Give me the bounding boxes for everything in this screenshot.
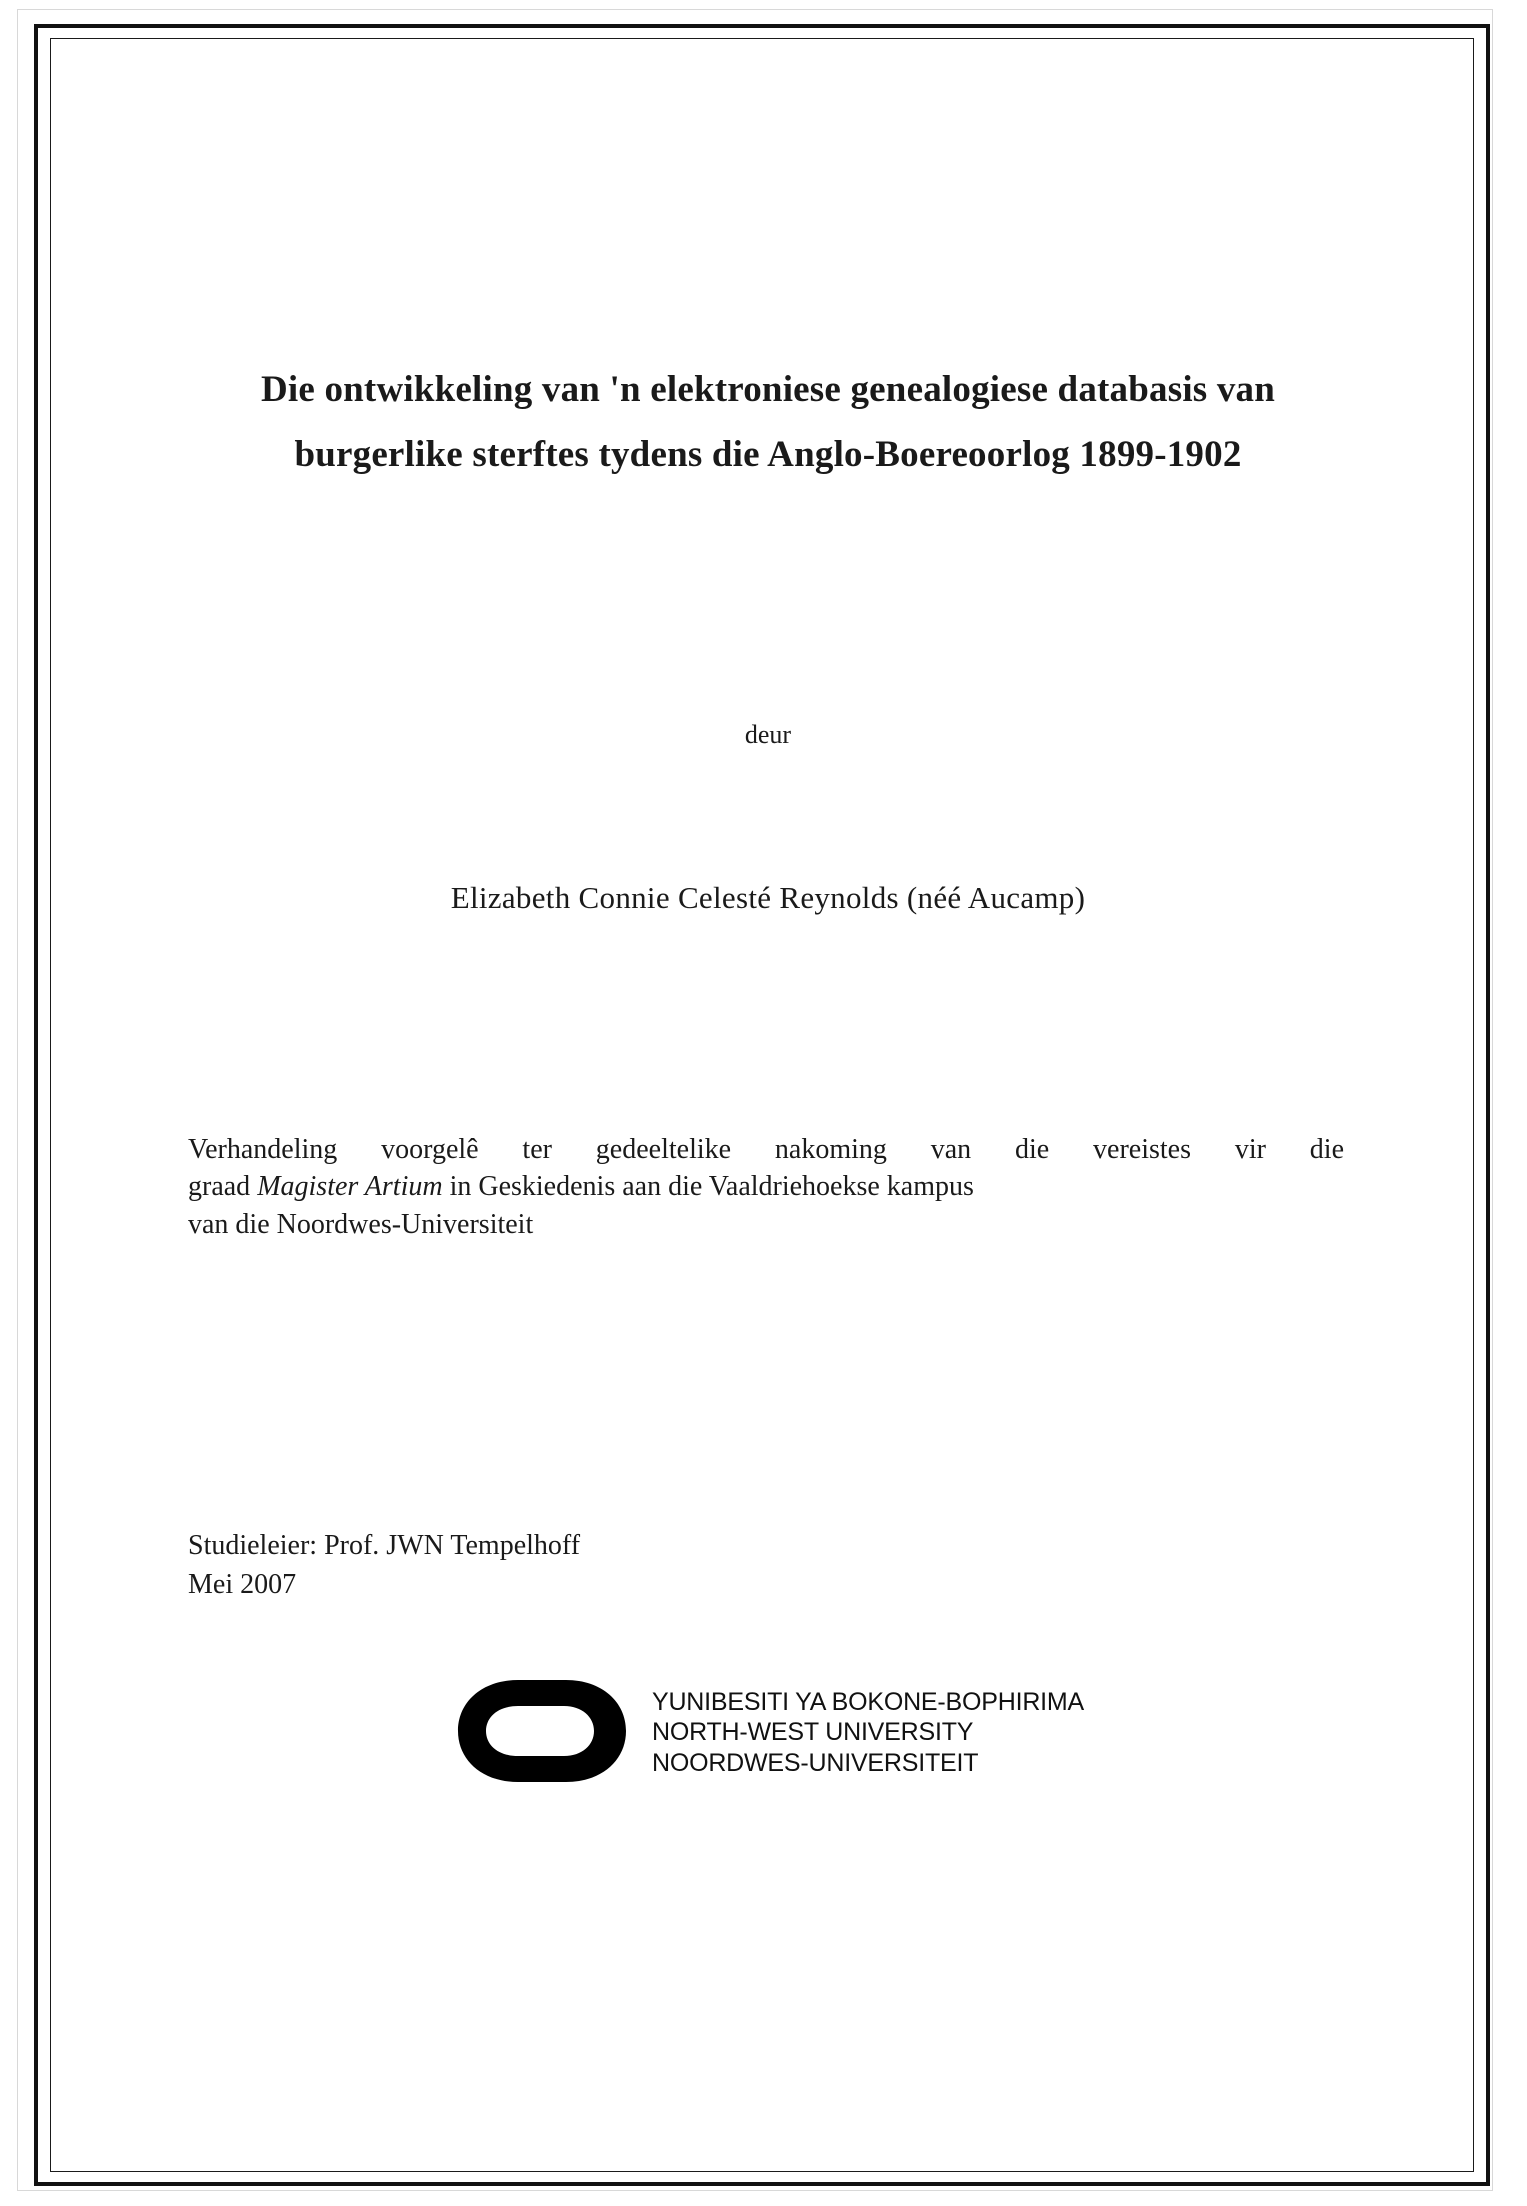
author-name: Elizabeth Connie Celesté Reynolds (néé Aucamp) [450, 879, 1086, 915]
page-title [216, 358, 1320, 488]
title-page-content [188, 358, 1348, 1790]
submission-line-3: van die Noordwes-Universiteit [188, 1209, 534, 1241]
logo-line-3: NOORDWES-UNIVERSITEIT [651, 1748, 979, 1777]
nwu-logo-icon [452, 1672, 638, 1790]
logo-line-1: YUNIBESITI YA BOKONE-BOPHIRIMA [651, 1687, 1085, 1716]
nwu-logo-text [652, 1685, 1084, 1779]
submission-line-2-pre: graad [188, 1171, 258, 1203]
submission-line-2-post: in Geskiedenis aan die Vaaldriehoekse kampus [442, 1171, 974, 1203]
title-line-2: burgerlike sterftes tydens die Anglo-Boereoorlog 1899-1902 [294, 433, 1242, 475]
by-label: deur [744, 719, 792, 749]
submission-line-1: Verhandeling voorgelê ter gedeeltelike nakoming van die vereistes vir die [188, 1133, 1344, 1165]
supervisor-block [188, 1526, 1348, 1604]
supervisor-line: Studieleier: Prof. JWN Tempelhoff [188, 1529, 581, 1561]
submission-line-2 [188, 1168, 1344, 1206]
date-line: Mei 2007 [188, 1569, 297, 1601]
degree-name: Magister Artium [257, 1171, 443, 1203]
submission-statement [188, 1131, 1348, 1244]
page-border-frame [34, 24, 1490, 2186]
logo-line-2: NORTH-WEST UNIVERSITY [651, 1718, 974, 1747]
title-line-1: Die ontwikkeling van 'n elektroniese genealogiese databasis van [260, 369, 1276, 410]
university-logo [188, 1672, 1348, 1790]
